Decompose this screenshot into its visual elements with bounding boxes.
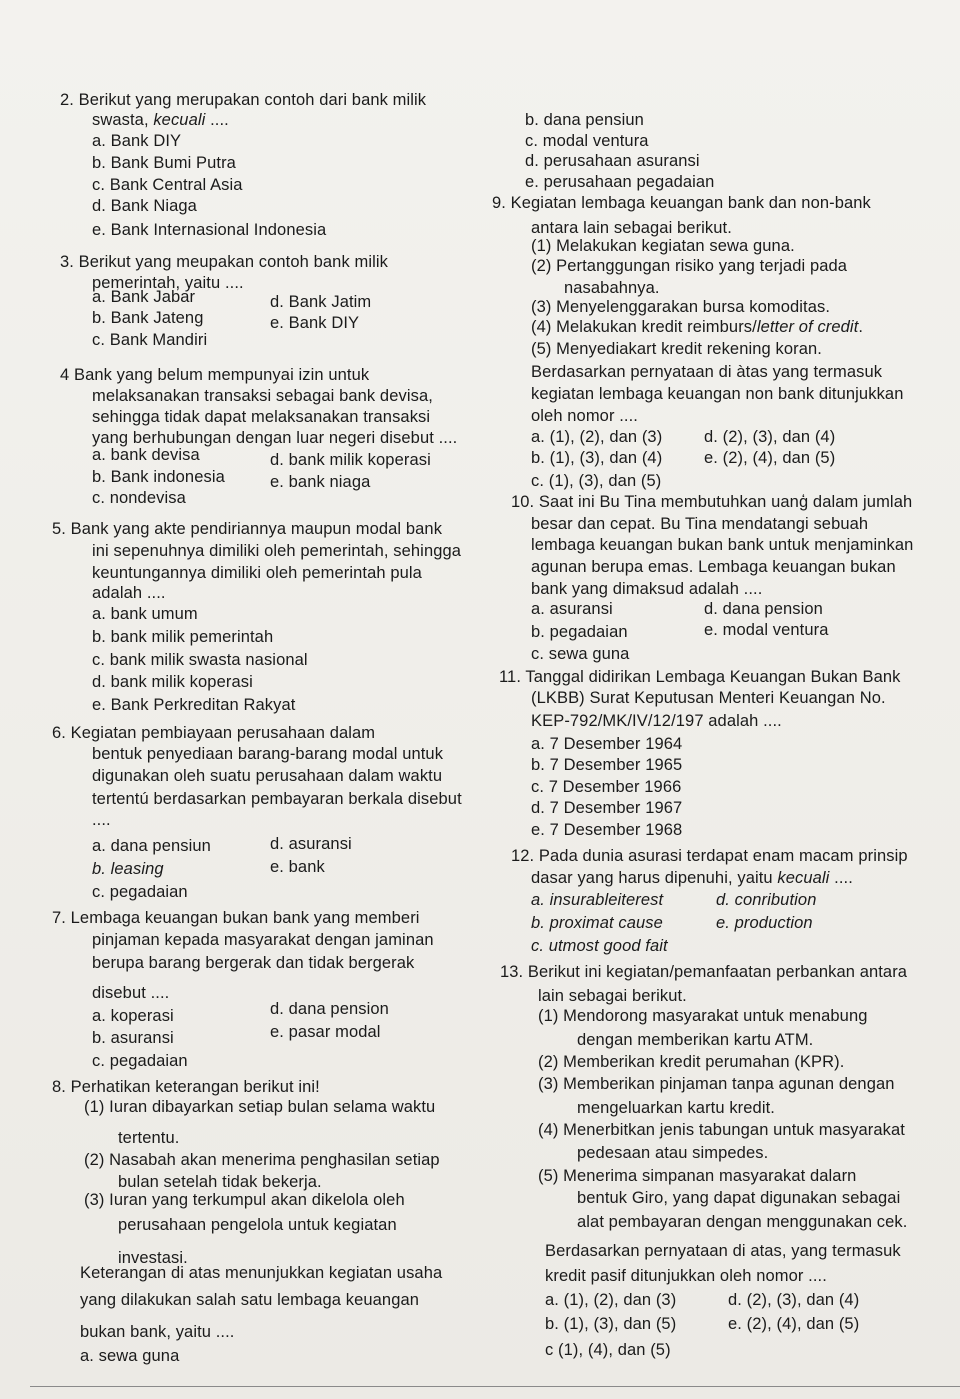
text-line-q7c: berupa barang bergerak dan tidak bergerak: [92, 954, 415, 972]
text-line-q3o2e: e. Bank DIY: [270, 314, 360, 332]
text-line-q8ka: Keterangan di atas menunjukkan kegiatan usaha: [80, 1264, 443, 1282]
text-line-q5b: ini sepenuhnya dimiliki oleh pemerintah, sehingga: [92, 542, 462, 560]
text-line-q9s2b: nasabahnya.: [564, 279, 660, 297]
text-line-q6a: 6. Kegiatan pembiayaan perusahaan dalam: [52, 724, 376, 742]
text-line-r8o3: c. modal ventura: [525, 132, 649, 150]
text-line-q13ka: Berdasarkan pernyataan di atas, yang termasuk: [545, 1242, 901, 1260]
text-line-q13s4b: pedesaan atau simpedes.: [577, 1144, 769, 1162]
text-line-q8s3b: perusahaan pengelola untuk kegiatan: [118, 1216, 397, 1234]
text-line-q10d: agunan berupa emas. Lembaga keuangan bukan: [531, 558, 896, 576]
text-line-q2o5: e. Bank Internasional Indonesia: [92, 221, 327, 239]
text-line-q8a: 8. Perhatikan keterangan berikut ini!: [52, 1078, 320, 1096]
text-line-q5a: 5. Bank yang akte pendiriannya maupun modal bank: [52, 520, 443, 538]
text-line-q9o1: a. (1), (2), dan (3): [531, 428, 663, 446]
text-line-q10o2e: e. modal ventura: [704, 621, 829, 639]
text-line-q11o2: b. 7 Desember 1965: [531, 756, 683, 774]
text-line-q12o2: b. proximat cause: [531, 914, 663, 932]
text-line-q12o1d: d. conribution: [716, 891, 817, 909]
text-line-q7a: 7. Lembaga keuangan bukan bank yang memberi: [52, 909, 420, 927]
text-line-q9o2e: e. (2), (4), dan (5): [704, 449, 836, 467]
text-line-q10o2: b. pegadaian: [531, 623, 628, 641]
text-line-q4o2: b. Bank indonesia: [92, 468, 225, 486]
text-line-q5d: adalah ....: [92, 584, 166, 602]
text-line-q7o3: c. pegadaian: [92, 1052, 188, 1070]
text-line-q9kb: kegiatan lembaga keuangan non bank ditunjukkan: [531, 385, 904, 403]
text-line-q13s1b: dengan memberikan kartu ATM.: [577, 1031, 814, 1049]
text-line-q13s5b: bentuk Giro, yang dapat digunakan sebagai: [577, 1189, 901, 1207]
text-line-q10a: 10. Saat ini Bu Tina membutuhkan uanģ dalam jumlah: [511, 493, 913, 511]
text-line-q10c: lembaga keuangan bukan bank untuk menjaminkan: [531, 536, 914, 554]
text-line-q8kb: yang dilakukan salah satu lembaga keuangan: [80, 1291, 420, 1309]
text-line-q4c: sehingga tidak dapat melaksanakan transaksi: [92, 408, 431, 426]
text-line-q8s3a: (3) Iuran yang terkumpul akan dikelola oleh: [84, 1191, 405, 1209]
text-line-q6c: digunakan oleh suatu perusahaan dalam waktu: [92, 767, 443, 785]
text-line-q10e: bank yang dimaksud adalah ....: [531, 580, 763, 598]
text-line-q10b: besar dan cepat. Bu Tina mendatangi sebuah: [531, 515, 869, 533]
text-line-q12o3: c. utmost good fait: [531, 937, 668, 955]
text-line-q6o3: c. pegadaian: [92, 883, 188, 901]
text-line-q4d: yang berhubungan dengan luar negeri disebut ....: [92, 429, 458, 447]
text-line-q11o5: e. 7 Desember 1968: [531, 821, 683, 839]
text-line-q5o4: d. bank milik koperasi: [92, 673, 253, 691]
text-line-q13o1: a. (1), (2), dan (3): [545, 1291, 677, 1309]
text-line-q4o1: a. bank devisa: [92, 446, 200, 464]
text-line-q8o1: a. sewa guna: [80, 1347, 180, 1365]
text-line-q9s2a: (2) Pertanggungan risiko yang terjadi pada: [531, 257, 848, 275]
text-line-q5c: keuntungannya dimiliki oleh pemerintah pula: [92, 564, 422, 582]
text-line-q9s5: (5) Menyediakart kredit rekening koran.: [531, 340, 822, 358]
text-line-q7b: pinjaman kepada masyarakat dengan jaminan: [92, 931, 434, 949]
text-line-q6d: tertentú berdasarkan pembayaran berkala disebut: [92, 790, 462, 808]
text-line-q8s2a: (2) Nasabah akan menerima penghasilan setiap: [84, 1151, 440, 1169]
text-line-q8s3c: investasi.: [118, 1249, 188, 1267]
text-line-q7o1: a. koperasi: [92, 1007, 174, 1025]
text-line-q5o5: e. Bank Perkreditan Rakyat: [92, 696, 296, 714]
text-line-q4b: melaksanakan transaksi sebagai bank devisa,: [92, 387, 433, 405]
text-line-q11o1: a. 7 Desember 1964: [531, 735, 683, 753]
text-line-q7d: disebut ....: [92, 984, 170, 1002]
text-line-q2o3: c. Bank Central Asia: [92, 176, 243, 194]
text-line-r8o5: e. perusahaan pegadaian: [525, 173, 715, 191]
text-line-q13o2e: e. (2), (4), dan (5): [728, 1315, 860, 1333]
text-line-q13s5a: (5) Menerima simpanan masyarakat dalarn: [538, 1167, 857, 1185]
text-line-q4o1d: d. bank milik koperasi: [270, 451, 431, 469]
text-line-q4o2e: e. bank niaga: [270, 473, 371, 491]
text-line-q6o2: b. leasing: [92, 860, 164, 878]
text-line-q2o1: a. Bank DIY: [92, 132, 182, 150]
text-line-q12a: 12. Pada dunia asurasi terdapat enam macam prinsip: [511, 847, 908, 865]
text-line-q13s5c: alat pembayaran dengan menggunakan cek.: [577, 1213, 908, 1231]
text-line-q13s3a: (3) Memberikan pinjaman tanpa agunan dengan: [538, 1075, 895, 1093]
text-line-q8kc: bukan bank, yaitu ....: [80, 1323, 235, 1341]
text-line-q6o1: a. dana pensiun: [92, 837, 211, 855]
text-line-q13s3b: mengeluarkan kartu kredit.: [577, 1099, 775, 1117]
text-line-q11o3: c. 7 Desember 1966: [531, 778, 682, 796]
text-line-r8o4: d. perusahaan asuransi: [525, 152, 700, 170]
text-line-q11c: KEP-792/MK/IV/12/197 adalah ....: [531, 712, 782, 730]
text-line-q12o2e: e. production: [716, 914, 813, 932]
text-line-q5o1: a. bank umum: [92, 605, 198, 623]
text-line-q9kc: oleh nomor ....: [531, 407, 638, 425]
text-line-q7o1d: d. dana pension: [270, 1000, 389, 1018]
text-line-q11o4: d. 7 Desember 1967: [531, 799, 683, 817]
text-line-q6o1d: d. asuransi: [270, 835, 352, 853]
text-line-q9o1d: d. (2), (3), dan (4): [704, 428, 836, 446]
text-line-q9o3: c. (1), (3), dan (5): [531, 472, 662, 490]
text-line-q9s1: (1) Melakukan kegiatan sewa guna.: [531, 237, 795, 255]
text-line-q3o1d: d. Bank Jatim: [270, 293, 372, 311]
text-line-q9ka: Berdasarkan pernyataan di àtas yang termasuk: [531, 363, 883, 381]
text-line-q10o1: a. asuransi: [531, 600, 613, 618]
text-line-q2b: swasta, kecuali ....: [92, 111, 229, 129]
text-line-q10o1d: d. dana pension: [704, 600, 823, 618]
text-line-q13o1d: d. (2), (3), dan (4): [728, 1291, 860, 1309]
text-line-q4o3: c. nondevisa: [92, 489, 186, 507]
text-line-q13b: lain sebagai berikut.: [538, 987, 687, 1005]
text-line-q3o2: b. Bank Jateng: [92, 309, 204, 327]
text-line-q9b: antara lain sebagai berikut.: [531, 219, 732, 237]
italic-term: kecuali: [777, 869, 830, 887]
italic-term: letter of credit: [756, 318, 859, 336]
text-line-q5o3: c. bank milik swasta nasional: [92, 651, 308, 669]
text-line-q6b: bentuk penyediaan barang-barang modal untuk: [92, 745, 444, 763]
text-line-q2o2: b. Bank Bumi Putra: [92, 154, 236, 172]
text-line-q7o2: b. asuransi: [92, 1029, 174, 1047]
text-line-q6o2e: e. bank: [270, 858, 325, 876]
text-line-q13o3: c (1), (4), dan (5): [545, 1341, 671, 1359]
text-line-q13s4a: (4) Menerbitkan jenis tabungan untuk masyarakat: [538, 1121, 905, 1139]
page-bottom-rule: [30, 1386, 960, 1387]
text-line-q9s4: (4) Melakukan kredit reimburs/letter of credit.: [531, 318, 864, 336]
text-line-q8s1a: (1) Iuran dibayarkan setiap bulan selama waktu: [84, 1098, 436, 1116]
text-line-q8s2b: bulan setelah tidak bekerja.: [118, 1173, 322, 1191]
text-line-q9a: 9. Kegiatan lembaga keuangan bank dan non-bank: [492, 194, 871, 212]
text-line-q3o3: c. Bank Mandiri: [92, 331, 208, 349]
text-line-q12b: dasar yang harus dipenuhi, yaitu kecuali ....: [531, 869, 853, 887]
text-line-q2o4: d. Bank Niaga: [92, 197, 197, 215]
text-line-q9s3: (3) Menyelenggarakan bursa komoditas.: [531, 298, 831, 316]
text-line-q11b: (LKBB) Surat Keputusan Menteri Keuangan No.: [531, 689, 886, 707]
text-line-q12o1: a. insurableiterest: [531, 891, 664, 909]
text-line-q11a: 11. Tanggal didirikan Lembaga Keuangan Bukan Bank: [499, 668, 901, 686]
text-line-r8o2: b. dana pensiun: [525, 111, 644, 129]
text-line-q13o2: b. (1), (3), dan (5): [545, 1315, 677, 1333]
text-line-q9o2: b. (1), (3), dan (4): [531, 449, 663, 467]
italic-term: kecuali: [153, 111, 206, 129]
text-line-q8s1b: tertentu.: [118, 1129, 180, 1147]
text-line-q7o2e: e. pasar modal: [270, 1023, 381, 1041]
text-line-q2a: 2. Berikut yang merupakan contoh dari bank milik: [60, 91, 427, 109]
text-line-q3a: 3. Berikut yang meupakan contoh bank milik: [60, 253, 388, 271]
text-line-q13kb: kredit pasif ditunjukkan oleh nomor ....: [545, 1267, 827, 1285]
text-line-q5o2: b. bank milik pemerintah: [92, 628, 274, 646]
text-line-q4a: 4 Bank yang belum mempunyai izin untuk: [60, 366, 370, 384]
text-line-q3b: pemerintah, yaitu ....: [92, 274, 244, 292]
text-line-q13s2: (2) Memberikan kredit perumahan (KPR).: [538, 1053, 845, 1071]
text-line-q13a: 13. Berikut ini kegiatan/pemanfaatan perbankan antara: [500, 963, 908, 981]
text-line-q13s1a: (1) Mendorong masyarakat untuk menabung: [538, 1007, 868, 1025]
text-line-q6e: ....: [92, 811, 111, 829]
text-line-q10o3: c. sewa guna: [531, 645, 630, 663]
text-line-q3o1: a. Bank Jabar: [92, 288, 196, 306]
